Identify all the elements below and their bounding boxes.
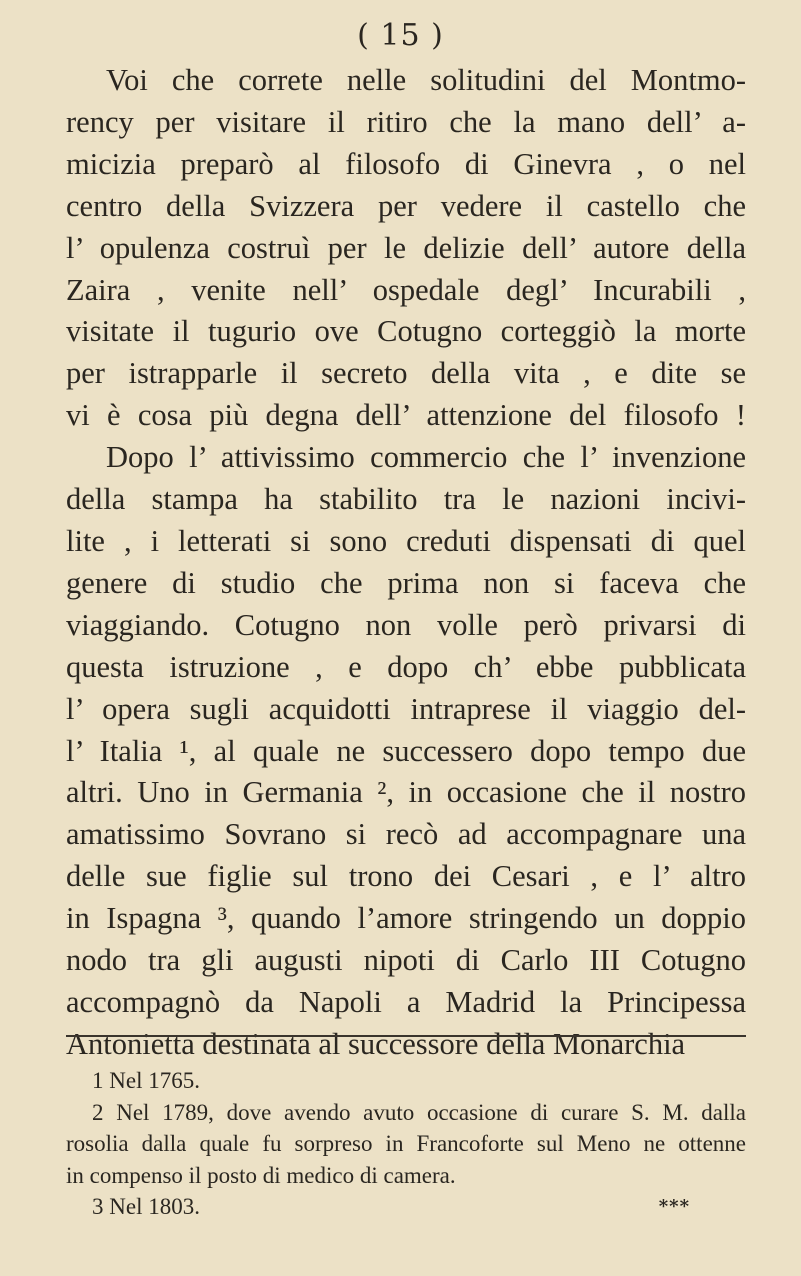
footnote-divider xyxy=(66,1035,746,1037)
text-line: vi è cosa più degna dell’ attenzione del filosofo ! xyxy=(66,398,746,433)
body-text xyxy=(66,60,746,1066)
text-line: questa istruzione , e dopo ch’ ebbe pubblicata xyxy=(66,649,746,684)
text-line: amatissimo Sovrano si recò ad accompagnare una xyxy=(66,817,746,852)
footnote-2: 2 Nel 1789, dove avendo avuto occasione di curare S. M. dalla xyxy=(92,1099,746,1125)
text-line: in Ispagna ³, quando l’amore stringendo un doppio xyxy=(66,901,746,936)
page-number: ( 15 ) xyxy=(357,18,444,53)
text-line: l’ Italia ¹, al quale ne successero dopo tempo due xyxy=(66,733,746,768)
text-line: rency per visitare il ritiro che la mano dell’ a- xyxy=(66,104,746,139)
text-line: nodo tra gli augusti nipoti di Carlo III Cotugno xyxy=(66,943,746,978)
text-line: Dopo l’ attivissimo commercio che l’ invenzione xyxy=(106,440,746,475)
text-line: lite , i letterati si sono creduti dispensati di quel xyxy=(66,523,746,558)
footnote-2-end: in compenso il posto di medico di camera. xyxy=(66,1162,456,1188)
text-line: altri. Uno in Germania ², in occasione che il nostro xyxy=(66,775,746,810)
text-line: delle sue figlie sul trono dei Cesari , e l’ altro xyxy=(66,859,746,894)
text-line: Antonietta destinata al successore della Monarchia xyxy=(66,1026,686,1061)
text-line: Zaira , venite nell’ ospedale degl’ Incurabili , xyxy=(66,272,746,307)
footnote-1: 1 Nel 1765. xyxy=(92,1068,200,1093)
text-line: per istrapparle il secreto della vita , e dite se xyxy=(66,356,746,391)
text-line: micizia preparò al filosofo di Ginevra , o nel xyxy=(66,146,746,181)
text-line: centro della Svizzera per vedere il castello che xyxy=(66,188,746,223)
text-line: accompagnò da Napoli a Madrid la Principessa xyxy=(66,984,746,1019)
text-line: genere di studio che prima non si faceva che xyxy=(66,565,746,600)
text-line: Voi che correte nelle solitudini del Montmo- xyxy=(106,63,746,97)
text-line: l’ opulenza costruì per le delizie dell’ autore della xyxy=(66,230,746,265)
footnote-3: 3 Nel 1803. xyxy=(92,1194,200,1219)
footnote-2-continued: rosolia dalla quale fu sorpreso in Francoforte sul Meno ne ottenne xyxy=(66,1131,746,1156)
text-line: viaggiando. Cotugno non volle però privarsi di xyxy=(66,607,746,642)
text-line: l’ opera sugli acquidotti intraprese il viaggio del- xyxy=(66,691,746,726)
text-line: della stampa ha stabilito tra le nazioni incivi- xyxy=(66,482,746,517)
signature-mark: *** xyxy=(658,1196,690,1217)
text-line: visitate il tugurio ove Cotugno corteggiò la morte xyxy=(66,314,746,349)
